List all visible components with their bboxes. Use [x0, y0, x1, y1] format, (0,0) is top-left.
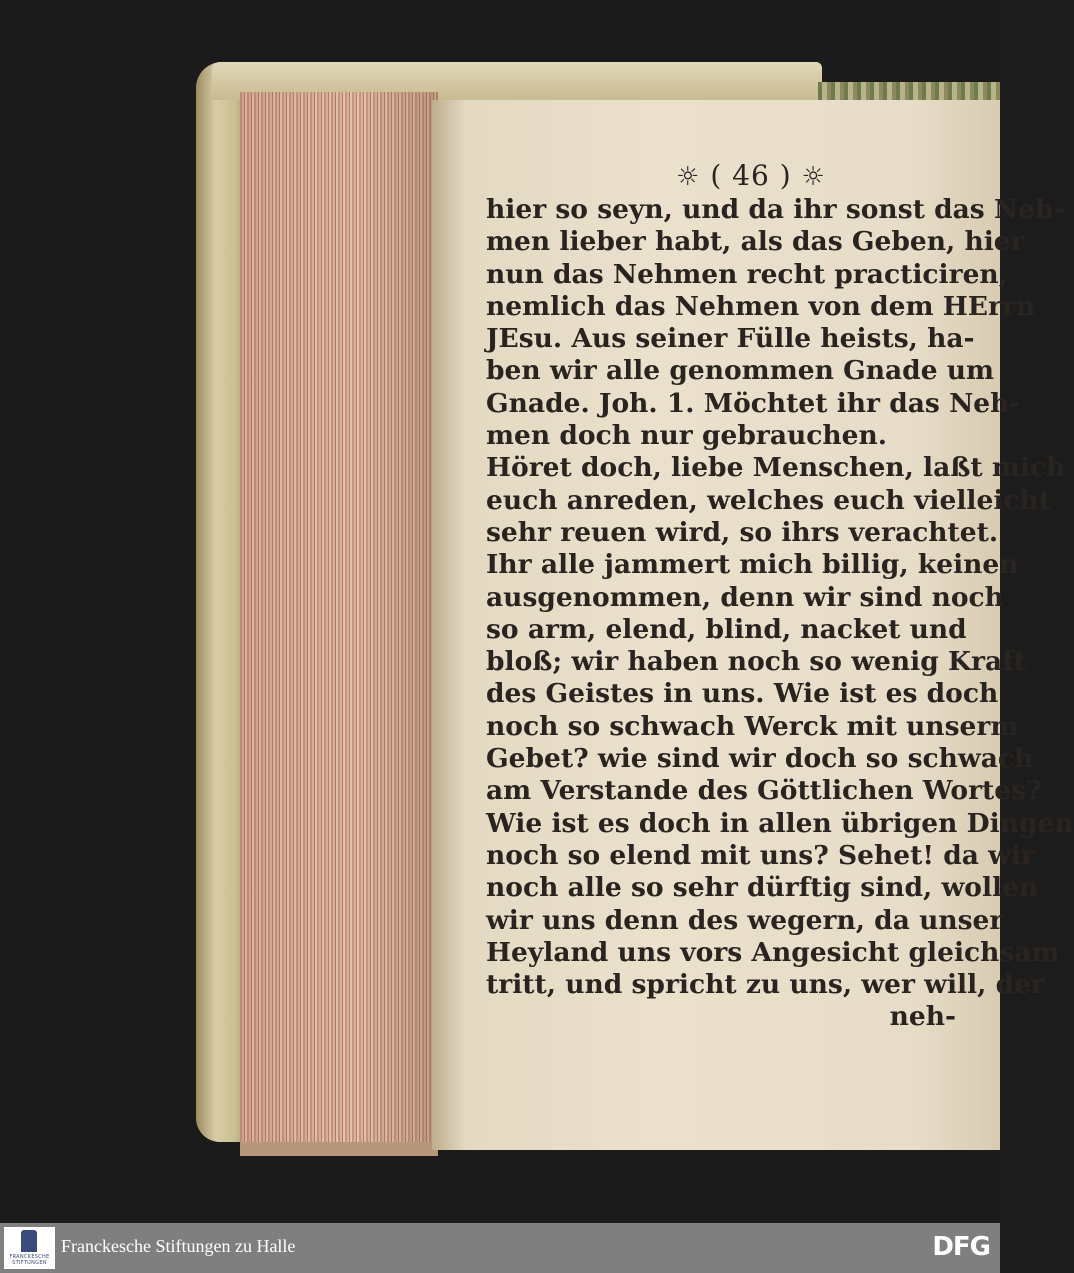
text-line: euch anreden, welches euch vielleicht: [486, 484, 1052, 516]
text-line: men doch nur gebrauchen.: [486, 420, 888, 452]
text-line: JEsu. Aus seiner Fülle heists, ha-: [486, 323, 975, 355]
institution-name: Franckesche Stiftungen zu Halle: [61, 1236, 296, 1256]
text-line: wir uns denn des wegern, da unser: [486, 904, 1004, 936]
dfg-logo[interactable]: DFG: [932, 1232, 990, 1262]
catchword: neh-: [889, 1001, 956, 1033]
text-line: sehr reuen wird, so ihrs verachtet.: [486, 516, 999, 548]
text-line: noch so schwach Werck mit unserm: [486, 710, 1019, 742]
text-line: noch so elend mit uns? Sehet! da wir: [486, 839, 1035, 871]
ornament-left-icon: ☼: [676, 162, 701, 192]
text-line: noch alle so sehr dürftig sind, wollen: [486, 872, 1039, 904]
page-text: [486, 159, 1074, 1034]
logo-caption: FRANCKESCHE STIFTUNGEN: [9, 1254, 50, 1266]
text-line: Wie ist es doch in allen übrigen Dingen: [486, 807, 1074, 839]
text-line: men lieber habt, als das Geben, hier: [486, 226, 1025, 258]
text-line: Gnade. Joh. 1. Möchtet ihr das Neh-: [486, 387, 1021, 419]
page-number: ( 46 ): [710, 159, 792, 192]
text-line: ausgenommen, denn wir sind noch: [486, 581, 1004, 613]
text-line: nemlich das Nehmen von dem HErrn: [486, 290, 1036, 322]
text-line: Heyland uns vors Angesicht gleichsam: [486, 936, 1060, 968]
text-line: hier so seyn, und da ihr sonst das Neh-: [486, 194, 1066, 225]
institution-logo[interactable]: [4, 1227, 55, 1269]
text-line: bloß; wir haben noch so wenig Kraft: [486, 646, 1026, 678]
book-cover-spine: [196, 62, 246, 1142]
orphanage-building-icon: [21, 1230, 37, 1252]
text-line: Gebet? wie sind wir doch so schwach: [486, 743, 1034, 775]
text-line: tritt, und spricht zu uns, wer will, der: [486, 969, 1045, 1001]
text-line: nun das Nehmen recht practiciren,: [486, 258, 1008, 290]
text-line: ben wir alle genommen Gnade um: [486, 355, 995, 387]
text-line: am Verstande des Göttlichen Wortes?: [486, 775, 1042, 807]
viewer-footer: [0, 1223, 1000, 1273]
page-header: [546, 160, 956, 194]
page-edges: [240, 92, 438, 1156]
text-line: des Geistes in uns. Wie ist es doch: [486, 678, 999, 710]
text-line: so arm, elend, blind, nacket und: [486, 613, 967, 645]
ornament-right-icon: ☼: [801, 162, 826, 192]
text-line: Höret doch, liebe Menschen, laßt mich: [486, 452, 1066, 484]
text-line: Ihr alle jammert mich billig, keinen: [486, 549, 1019, 581]
